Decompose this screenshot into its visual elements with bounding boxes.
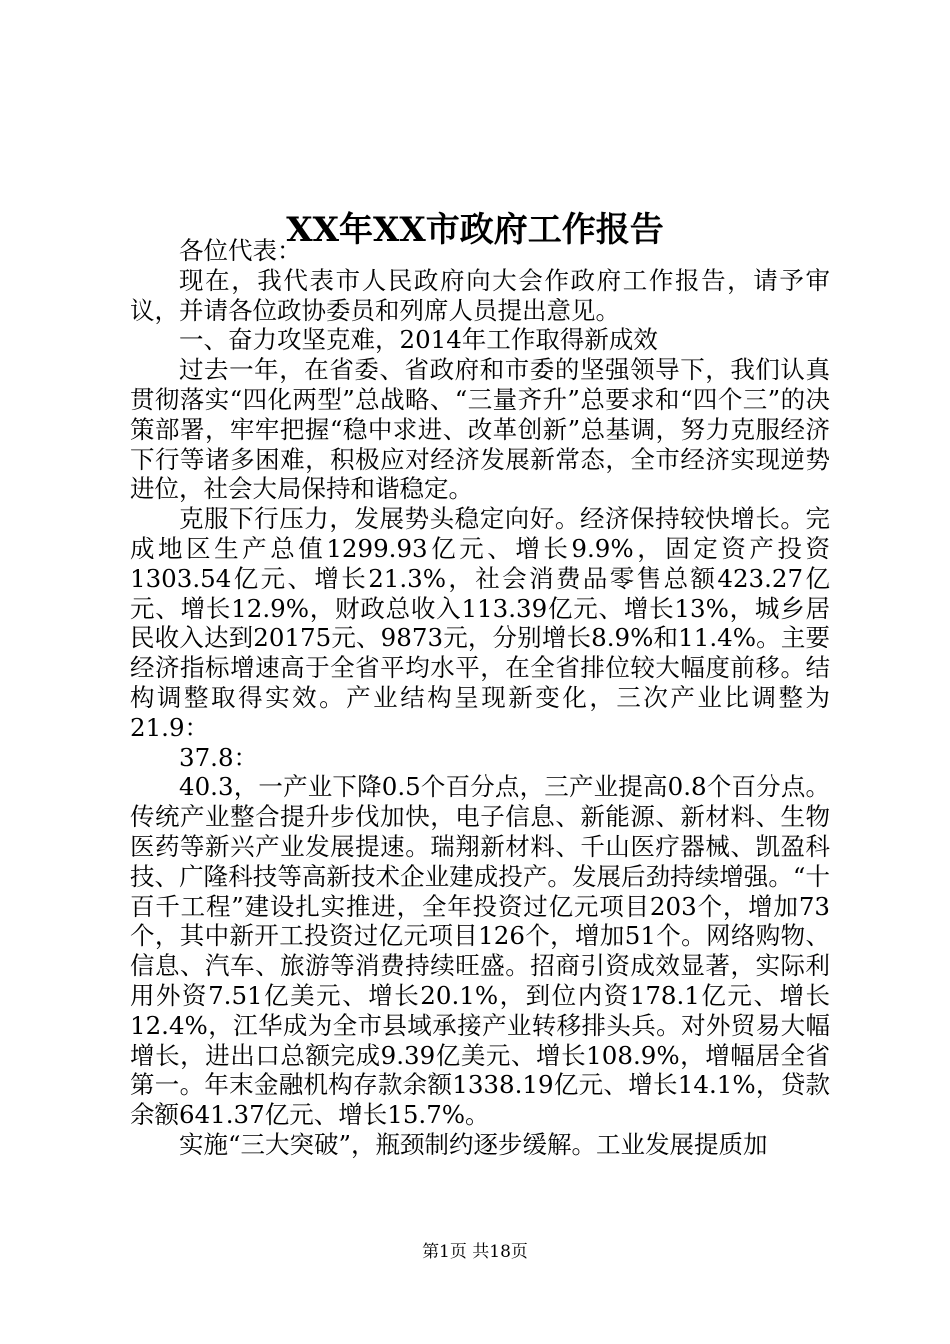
body-paragraph: 克服下行压力，发展势头稳定向好。经济保持较快增长。完成地区生产总值1299.93亿元、增长9.9%，固定资产投资1303.54亿元、增长21.3%，社会消费品零售总额423.27亿元、增长12.9%，财政总收入113.39亿元、增长13%，城乡居民收入达到20175元、9873元，分别增长8.9%和11.4%。主要经济指标增速高于全省平均水平，在全省排位较大幅度前移。结构调整取得实效。产业结构呈现新变化，三次产业比调整为21.9：: [130, 504, 830, 742]
section-heading: 一、奋力攻坚克难，2014年工作取得新成效: [179, 325, 658, 355]
salutation-paragraph: 各位代表：: [179, 236, 302, 265]
body-paragraph: 过去一年，在省委、省政府和市委的坚强领导下，我们认真贯彻落实“四化两型”总战略、“三量齐升”总要求和“四个三”的决策部署，牢牢把握“稳中求进、改革创新”总基调，努力克服经济下行等诸多困难，积极应对经济发展新常态，全市经济实现逆势进位，社会大局保持和谐稳定。: [130, 355, 830, 504]
body-paragraph: 37.8：: [179, 742, 259, 772]
body-paragraph: 40.3，一产业下降0.5个百分点，三产业提高0.8个百分点。传统产业整合提升步伐加快，电子信息、新能源、新材料、生物医药等新兴产业发展提速。瑞翔新材料、千山医疗器械、凯盈科技、广隆科技等高新技术企业建成投产。发展后劲持续增强。“十百千工程”建设扎实推进，全年投资过亿元项目203个，增加73个，其中新开工投资过亿元项目126个，增加51个。网络购物、信息、汽车、旅游等消费持续旺盛。招商引资成效显著，实际利用外资7.51亿美元、增长20.1%，到位内资178.1亿元、增长12.4%，江华成为全市县域承接产业转移排头兵。对外贸易大幅增长，进出口总额完成9.39亿美元、增长108.9%，增幅居全省第一。年末金融机构存款余额1338.19亿元、增长14.1%，贷款余额641.37亿元、增长15.7%。: [130, 772, 830, 1130]
page-number-footer: 第1页 共18页: [422, 1242, 528, 1262]
intro-paragraph: 现在，我代表市人民政府向大会作政府工作报告，请予审议，并请各位政协委员和列席人员提出意见。: [130, 265, 830, 325]
body-paragraph: 实施“三大突破”，瓶颈制约逐步缓解。工业发展提质加: [179, 1129, 768, 1159]
document-title: XX年XX市政府工作报告: [286, 209, 664, 250]
document-body: [130, 236, 830, 1160]
